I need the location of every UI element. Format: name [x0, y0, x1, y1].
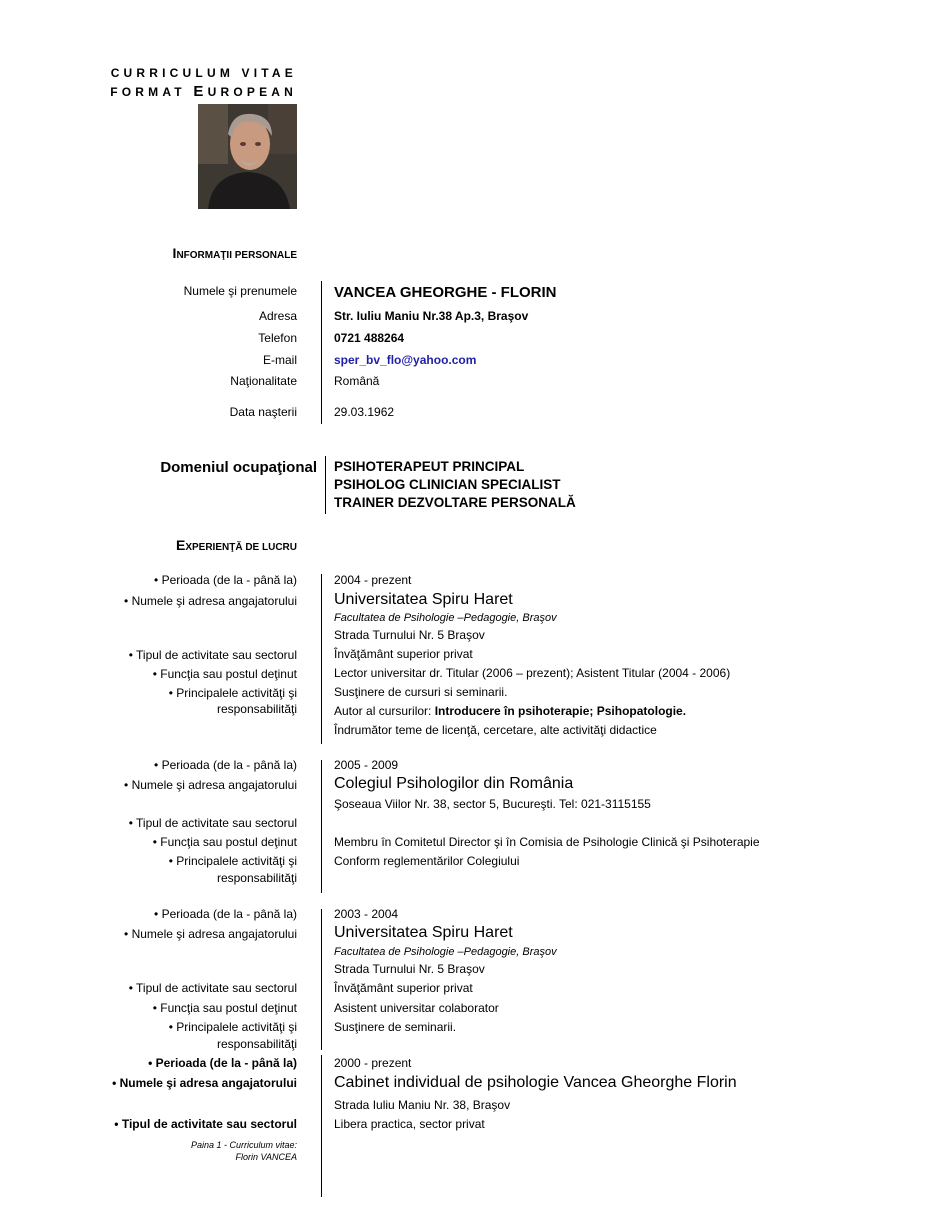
job3-activities-label-2: responsabilităţi	[216, 1037, 297, 1051]
job3-period: 2003 - 2004	[334, 907, 399, 921]
job2-period-label: • Perioada (de la - până la)	[154, 758, 297, 772]
name-label: Numele şi prenumele	[183, 284, 297, 298]
page-footer	[191, 1139, 297, 1163]
phone-value: 0721 488264	[334, 331, 405, 345]
divider-job-2	[321, 760, 322, 893]
job1-period: 2004 - prezent	[334, 573, 412, 587]
job4-street: Strada Iuliu Maniu Nr. 38, Braşov	[334, 1098, 511, 1112]
job1-activities-label-2: responsabilităţi	[216, 702, 297, 716]
job2-period: 2005 - 2009	[334, 758, 399, 772]
job1-street: Strada Turnului Nr. 5 Braşov	[334, 628, 485, 642]
job3-activity-1: Susţinere de seminarii.	[334, 1020, 457, 1034]
job2-employer: Colegiul Psihologilor din România	[334, 775, 574, 792]
job2-employer-label: • Numele şi adresa angajatorului	[124, 778, 297, 792]
job4-sector-label: • Tipul de activitate sau sectorul	[114, 1117, 297, 1131]
occupational-label: Domeniul ocupaţional	[160, 459, 317, 476]
job4-employer: Cabinet individual de psihologie Vancea Gheorghe Florin	[334, 1074, 737, 1091]
full-name: VANCEA GHEORGHE - FLORIN	[334, 284, 557, 301]
job4-employer-label: • Numele şi adresa angajatorului	[112, 1076, 297, 1090]
job1-activity-3: Îndrumător teme de licenţă, cercetare, alte activităţi didactice	[334, 723, 657, 737]
job3-employer: Universitatea Spiru Haret	[334, 924, 513, 941]
dob-label: Data naşterii	[229, 405, 297, 419]
job1-employer: Universitatea Spiru Haret	[334, 591, 513, 608]
section-personal-info: INFORMAŢII PERSONALE	[172, 245, 297, 261]
phone-label: Telefon	[258, 331, 297, 345]
dob-value: 29.03.1962	[334, 405, 395, 419]
job1-position-label: • Funcţia sau postul deţinut	[152, 667, 297, 681]
job3-period-label: • Perioada (de la - până la)	[154, 907, 297, 921]
footer-line-2: Florin VANCEA	[235, 1152, 297, 1162]
job4-sector: Libera practica, sector privat	[334, 1117, 485, 1131]
divider-occupational	[325, 456, 326, 514]
job3-position: Asistent universitar colaborator	[334, 1001, 499, 1015]
job3-sector-label: • Tipul de activitate sau sectorul	[128, 981, 297, 995]
job2-position: Membru în Comitetul Director şi în Comisia de Psihologie Clinică şi Psihoterapie	[334, 835, 760, 849]
divider-job-4	[321, 1055, 322, 1197]
job3-employer-label: • Numele şi adresa angajatorului	[124, 927, 297, 941]
job1-activity-1: Susţinere de cursuri si seminarii.	[334, 685, 508, 699]
cv-title-line1: CURRICULUM VITAE	[110, 66, 297, 80]
job4-period-label: • Perioada (de la - până la)	[148, 1056, 297, 1070]
email-label: E-mail	[262, 353, 297, 367]
email-link[interactable]: sper_bv_flo@yahoo.com	[334, 353, 477, 367]
cv-title-line2: FORMAT EUROPEAN	[110, 83, 297, 100]
address-label: Adresa	[258, 309, 297, 323]
nationality-label: Naţionalitate	[230, 374, 297, 388]
job2-sector-label: • Tipul de activitate sau sectorul	[128, 816, 297, 830]
job2-activities-label-2: responsabilităţi	[216, 871, 297, 885]
divider-job-1	[321, 574, 322, 744]
occupation-line-3: TRAINER DEZVOLTARE PERSONALĂ	[334, 495, 576, 510]
job1-faculty: Facultatea de Psihologie –Pedagogie, Braşov	[334, 612, 557, 624]
footer-line-1: Paina 1 - Curriculum vitae:	[190, 1140, 297, 1150]
divider-personal	[321, 281, 322, 424]
nationality-value: Română	[334, 374, 380, 388]
section-experience: EXPERIENŢĂ DE LUCRU	[175, 537, 297, 553]
job3-activities-label-1: • Principalele activităţi şi	[168, 1020, 297, 1034]
job1-activity-2: Autor al cursurilor: Introducere în psihoterapie; Psihopatologie.	[334, 704, 687, 718]
job3-position-label: • Funcţia sau postul deţinut	[152, 1001, 297, 1015]
profile-photo	[198, 104, 297, 209]
occupation-line-2: PSIHOLOG CLINICIAN SPECIALIST	[334, 477, 561, 492]
job2-activity-1: Conform reglementărilor Colegiului	[334, 854, 520, 868]
job1-employer-label: • Numele şi adresa angajatorului	[124, 594, 297, 608]
job3-faculty: Facultatea de Psihologie –Pedagogie, Braşov	[334, 946, 557, 958]
occupation-line-1: PSIHOTERAPEUT PRINCIPAL	[334, 459, 525, 474]
job1-position: Lector universitar dr. Titular (2006 – prezent); Asistent Titular (2004 - 2006)	[334, 666, 731, 680]
divider-job-3	[321, 909, 322, 1050]
job3-street: Strada Turnului Nr. 5 Braşov	[334, 962, 485, 976]
job1-period-label: • Perioada (de la - până la)	[154, 573, 297, 587]
job2-street: Şoseaua Viilor Nr. 38, sector 5, Bucureşti. Tel: 021-3115155	[334, 797, 651, 811]
job2-position-label: • Funcţia sau postul deţinut	[152, 835, 297, 849]
address-value: Str. Iuliu Maniu Nr.38 Ap.3, Braşov	[334, 309, 529, 323]
job2-activities-label-1: • Principalele activităţi şi	[168, 854, 297, 868]
job4-period: 2000 - prezent	[334, 1056, 412, 1070]
job3-sector: Învăţământ superior privat	[334, 981, 473, 995]
job1-sector: Învăţământ superior privat	[334, 647, 473, 661]
cv-title	[110, 66, 297, 100]
job1-activities-label-1: • Principalele activităţi şi	[168, 686, 297, 700]
job1-sector-label: • Tipul de activitate sau sectorul	[128, 648, 297, 662]
